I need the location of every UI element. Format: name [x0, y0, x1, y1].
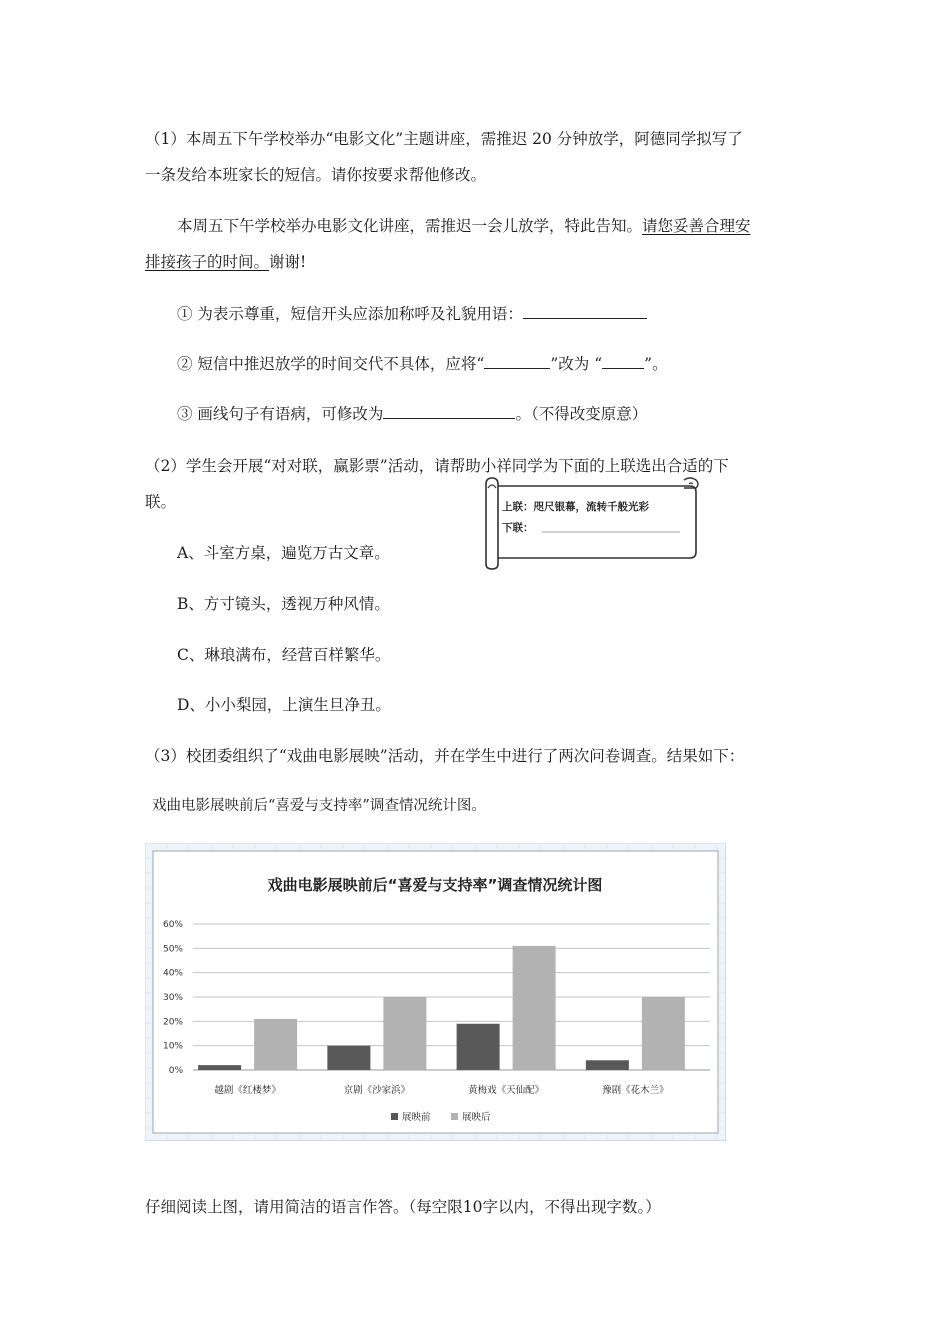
sms-line1: [177, 215, 751, 237]
q1-sub2-text-a: ② 短信中推迟放学的时间交代不具体，应将“: [177, 355, 485, 373]
y-tick-label: 40%: [162, 968, 183, 979]
bar-chart: [145, 843, 726, 1141]
legend-label: 展映后: [462, 1112, 491, 1123]
answer-blank-original[interactable]: [484, 353, 550, 369]
legend-swatch: [451, 1113, 458, 1120]
y-tick-label: 30%: [162, 993, 183, 1003]
y-tick-label: 20%: [162, 1017, 183, 1028]
answer-blank-replacement[interactable]: [602, 353, 644, 369]
couplet-scroll: [480, 474, 702, 570]
q1-stem-line1: （1）本周五下午学校举办“电影文化”主题讲座，需推迟 20 分钟放学，阿德同学拟写了: [145, 130, 743, 148]
x-tick-label: 京剧《沙家浜》: [343, 1085, 411, 1096]
x-tick-label: 黄梅戏《天仙配》: [468, 1085, 545, 1096]
sms-thanks: 谢谢!: [269, 253, 307, 271]
answer-blank-revision[interactable]: [383, 403, 515, 419]
sms-line2: [145, 251, 306, 273]
y-tick-label: 60%: [162, 920, 183, 930]
q3-instruction: 仔细阅读上图，请用简洁的语言作答。（每空限10字以内，不得出现字数。）: [145, 1198, 661, 1216]
q1-sub1: [177, 303, 647, 325]
sms-underlined-sentence: 请您妥善合理安: [642, 217, 751, 235]
q1-sub3: [177, 403, 647, 425]
q1-sub3-text-b: 。（不得改变原意）: [515, 405, 648, 423]
couplet-upper: 上联：咫尺银幕，流转千般光彩: [502, 501, 649, 513]
chart-caption: 戏曲电影展映前后“喜爱与支持率”调查情况统计图。: [152, 798, 486, 814]
y-tick-label: 0%: [168, 1066, 183, 1076]
chart-title: 戏曲电影展映前后“喜爱与支持率”调查情况统计图: [267, 876, 603, 894]
q1-sub2-text-b: ”改为 “: [550, 355, 603, 373]
bar-before: [198, 1065, 241, 1070]
q3-stem: （3）校团委组织了“戏曲电影展映”活动，并在学生中进行了两次问卷调查。结果如下：: [145, 747, 745, 765]
bar-after: [513, 946, 556, 1070]
option-a[interactable]: A、斗室方桌，遍览万古文章。: [177, 544, 390, 562]
q2-stem-line2: 联。: [145, 493, 177, 511]
x-tick-label: 越剧《红楼梦》: [214, 1085, 281, 1096]
bar-before: [457, 1024, 500, 1070]
q1-sub2-text-c: ”。: [644, 355, 668, 373]
q1-sub3-text-a: ③ 画线句子有语病，可修改为: [177, 405, 384, 423]
q2-stem-line1: （2）学生会开展“对对联，赢影票”活动，请帮助小祥同学为下面的上联选出合适的下: [145, 457, 729, 475]
bar-before: [586, 1060, 629, 1070]
y-tick-label: 50%: [162, 944, 183, 955]
sms-text: 本周五下午学校举办电影文化讲座，需推迟一会儿放学，特此告知。: [177, 217, 643, 235]
couplet-lower-label: 下联：: [502, 522, 534, 534]
chart-container: [145, 843, 726, 1141]
legend-label: 展映前: [402, 1112, 431, 1123]
bar-after: [642, 997, 685, 1070]
bar-before: [327, 1046, 370, 1070]
bar-after: [383, 997, 426, 1070]
bar-after: [254, 1019, 297, 1070]
q1-stem-line2: 一条发给本班家长的短信。请你按要求帮他修改。: [145, 166, 487, 184]
x-tick-label: 豫剧《花木兰》: [602, 1085, 669, 1096]
answer-blank-greeting[interactable]: [523, 303, 647, 319]
q1-sub1-text: ① 为表示尊重，短信开头应添加称呼及礼貌用语：: [177, 305, 523, 323]
option-d[interactable]: D、小小梨园，上演生旦净丑。: [177, 696, 391, 714]
option-b[interactable]: B、方寸镜头，透视万种风情。: [177, 595, 390, 613]
legend-swatch: [391, 1113, 398, 1120]
sms-underlined-sentence-cont: 排接孩子的时间。: [145, 253, 270, 271]
q1-sub2: [177, 353, 668, 375]
y-tick-label: 10%: [162, 1041, 183, 1052]
option-c[interactable]: C、琳琅满布，经营百样繁华。: [177, 646, 391, 664]
